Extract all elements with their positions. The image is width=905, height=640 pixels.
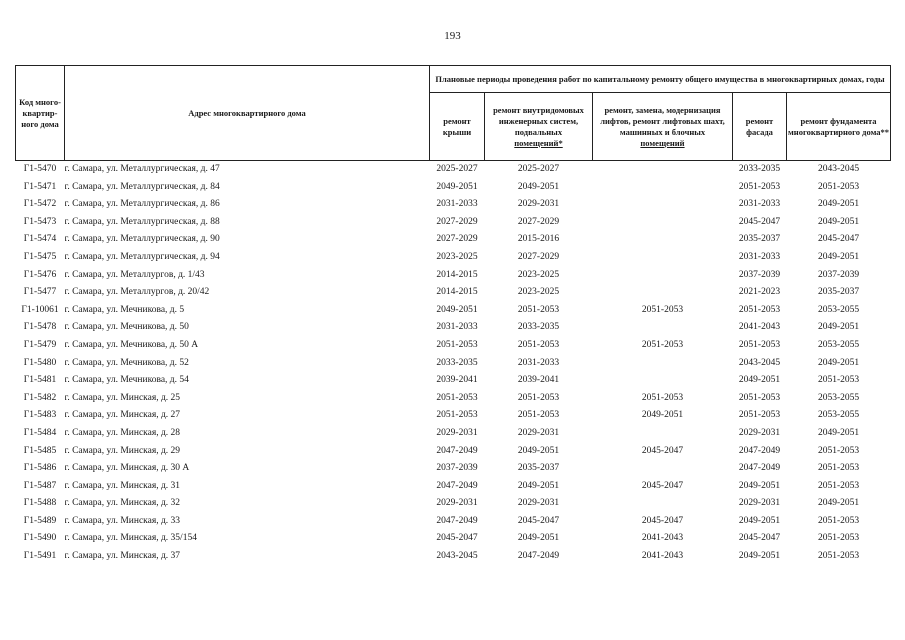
- roof-period-cell: 2031-2033: [436, 199, 478, 210]
- facade-period-cell: 2031-2033: [738, 251, 781, 262]
- header-address: Адрес многоквартирного дома: [65, 66, 430, 161]
- table-row: [16, 425, 891, 443]
- address-cell: г. Самара, ул. Минская, д. 37: [64, 551, 181, 562]
- foundation-period-cell: 2049-2051: [817, 199, 860, 210]
- facade-period-cell: 2049-2051: [738, 480, 781, 491]
- roof-period-cell: 2029-2031: [436, 498, 478, 509]
- foundation-period-cell: 2053-2055: [817, 339, 860, 350]
- roof-period-cell: 2023-2025: [436, 251, 478, 262]
- roof-period-cell: 2027-2029: [436, 216, 478, 227]
- facade-period-cell: 2051-2053: [738, 181, 781, 192]
- address-cell: г. Самара, ул. Металлургов, д. 20/42: [64, 287, 210, 298]
- page-number: 193: [444, 30, 461, 42]
- facade-period-cell: 2049-2051: [738, 551, 781, 562]
- lifts-period-cell: 2041-2043: [641, 533, 684, 544]
- foundation-period-cell: 2049-2051: [817, 216, 860, 227]
- header-lifts-main: ремонт, замена, модернизация лифтов, ремонт лифтовых шахт, машинных и блочных: [600, 104, 725, 137]
- facade-period-cell: 2051-2053: [738, 392, 781, 403]
- house-code-cell: Г1-5472: [23, 199, 57, 210]
- house-code-cell: Г1-5482: [23, 392, 57, 403]
- roof-period-cell: 2051-2053: [436, 339, 478, 350]
- roof-period-cell: 2014-2015: [436, 287, 478, 298]
- systems-period-cell: 2051-2053: [517, 304, 560, 315]
- lifts-period-cell: [593, 355, 733, 373]
- systems-period-cell: 2049-2051: [517, 533, 560, 544]
- address-cell: г. Самара, ул. Металлургическая, д. 86: [64, 199, 220, 210]
- lifts-period-cell: [593, 460, 733, 478]
- house-code-cell: Г1-5473: [23, 216, 57, 227]
- facade-period-cell: 2051-2053: [738, 339, 781, 350]
- table-row: [16, 231, 891, 249]
- systems-period-cell: 2047-2049: [517, 551, 560, 562]
- table-row: [16, 390, 891, 408]
- house-code-cell: Г1-5471: [23, 181, 57, 192]
- address-cell: г. Самара, ул. Металлургическая, д. 94: [64, 251, 220, 262]
- address-cell: г. Самара, ул. Минская, д. 33: [64, 515, 181, 526]
- facade-period-cell: 2029-2031: [738, 498, 781, 509]
- lifts-period-cell: [593, 231, 733, 249]
- roof-period-cell: 2043-2045: [436, 551, 478, 562]
- lifts-period-cell: [593, 179, 733, 197]
- foundation-period-cell: 2049-2051: [817, 251, 860, 262]
- foundation-period-cell: 2049-2051: [817, 427, 860, 438]
- header-code: Код много-квартир-ного дома: [16, 66, 65, 161]
- facade-period-cell: 2047-2049: [738, 463, 781, 474]
- address-cell: г. Самара, ул. Металлургическая, д. 88: [64, 216, 220, 227]
- facade-period-cell: 2045-2047: [738, 533, 781, 544]
- table-row: [16, 443, 891, 461]
- header-roof: ремонт крыши: [430, 93, 485, 161]
- house-code-cell: Г1-5470: [23, 164, 57, 174]
- lifts-period-cell: 2051-2053: [641, 392, 684, 403]
- table-row: [16, 460, 891, 478]
- lifts-period-cell: [593, 267, 733, 285]
- systems-period-cell: 2049-2051: [517, 181, 560, 192]
- address-cell: г. Самара, ул. Минская, д. 27: [64, 410, 181, 421]
- systems-period-cell: 2049-2051: [517, 445, 560, 456]
- lifts-period-cell: 2045-2047: [641, 445, 684, 456]
- header-facade: ремонт фасада: [733, 93, 787, 161]
- house-code-cell: Г1-5477: [23, 287, 57, 298]
- table-row: [16, 548, 891, 566]
- header-systems-tail: помещений*: [514, 137, 563, 148]
- foundation-period-cell: 2049-2051: [817, 322, 860, 333]
- foundation-period-cell: 2051-2053: [817, 480, 860, 491]
- systems-period-cell: 2039-2041: [517, 375, 560, 386]
- systems-period-cell: 2023-2025: [517, 269, 560, 280]
- table-row: [16, 495, 891, 513]
- address-cell: г. Самара, ул. Мечникова, д. 5: [64, 304, 185, 315]
- address-cell: г. Самара, ул. Мечникова, д. 54: [64, 375, 189, 386]
- roof-period-cell: 2039-2041: [436, 375, 478, 386]
- systems-period-cell: 2015-2016: [517, 234, 560, 245]
- table-row: [16, 407, 891, 425]
- roof-period-cell: 2033-2035: [436, 357, 478, 368]
- facade-period-cell: 2035-2037: [738, 234, 781, 245]
- lifts-period-cell: [593, 319, 733, 337]
- foundation-period-cell: 2053-2055: [817, 392, 860, 403]
- house-code-cell: Г1-5481: [23, 375, 57, 386]
- lifts-period-cell: [593, 214, 733, 232]
- foundation-period-cell: 2035-2037: [817, 287, 860, 298]
- roof-period-cell: 2037-2039: [436, 463, 478, 474]
- systems-period-cell: 2025-2027: [517, 164, 560, 174]
- facade-period-cell: 2051-2053: [738, 410, 781, 421]
- foundation-period-cell: 2049-2051: [817, 357, 860, 368]
- house-code-cell: Г1-5480: [23, 357, 57, 368]
- systems-period-cell: 2031-2033: [517, 357, 560, 368]
- house-code-cell: Г1-5488: [23, 498, 57, 509]
- house-code-cell: Г1-5479: [23, 339, 57, 350]
- address-cell: г. Самара, ул. Минская, д. 28: [64, 427, 181, 438]
- systems-period-cell: 2029-2031: [517, 199, 560, 210]
- header-systems: [485, 93, 593, 161]
- systems-period-cell: 2045-2047: [517, 515, 560, 526]
- table-row: [16, 267, 891, 285]
- roof-period-cell: 2049-2051: [436, 304, 478, 315]
- facade-period-cell: 2051-2053: [738, 304, 781, 315]
- facade-period-cell: 2021-2023: [738, 287, 781, 298]
- foundation-period-cell: 2051-2053: [817, 181, 860, 192]
- foundation-period-cell: 2037-2039: [817, 269, 860, 280]
- foundation-period-cell: 2043-2045: [817, 164, 860, 174]
- table-row: [16, 302, 891, 320]
- systems-period-cell: 2051-2053: [517, 410, 560, 421]
- roof-period-cell: 2045-2047: [436, 533, 478, 544]
- roof-period-cell: 2051-2053: [436, 410, 478, 421]
- lifts-period-cell: 2045-2047: [641, 480, 684, 491]
- facade-period-cell: 2029-2031: [738, 427, 781, 438]
- foundation-period-cell: 2051-2053: [817, 515, 860, 526]
- systems-period-cell: 2029-2031: [517, 427, 560, 438]
- systems-period-cell: 2029-2031: [517, 498, 560, 509]
- roof-period-cell: 2027-2029: [436, 234, 478, 245]
- roof-period-cell: 2025-2027: [436, 164, 478, 174]
- lifts-period-cell: [593, 161, 733, 179]
- address-cell: г. Самара, ул. Минская, д. 30 А: [64, 463, 190, 474]
- header-group: Плановые периоды проведения работ по капитальному ремонту общего имущества в многоквартирных домах, годы: [430, 66, 891, 93]
- roof-period-cell: 2051-2053: [436, 392, 478, 403]
- roof-period-cell: 2047-2049: [436, 515, 478, 526]
- facade-period-cell: 2049-2051: [738, 515, 781, 526]
- foundation-period-cell: 2051-2053: [817, 533, 860, 544]
- house-code-cell: Г1-5489: [23, 515, 57, 526]
- systems-period-cell: 2027-2029: [517, 216, 560, 227]
- foundation-period-cell: 2051-2053: [817, 463, 860, 474]
- address-cell: г. Самара, ул. Металлургов, д. 1/43: [64, 269, 205, 280]
- house-code-cell: Г1-5483: [23, 410, 57, 421]
- table-row: [16, 196, 891, 214]
- house-code-cell: Г1-10061: [21, 304, 59, 315]
- house-code-cell: Г1-5484: [23, 427, 57, 438]
- roof-period-cell: 2031-2033: [436, 322, 478, 333]
- header-foundation: ремонт фундамента многоквартирного дома**: [787, 93, 891, 161]
- systems-period-cell: 2049-2051: [517, 480, 560, 491]
- foundation-period-cell: 2053-2055: [817, 410, 860, 421]
- address-cell: г. Самара, ул. Минская, д. 29: [64, 445, 181, 456]
- address-cell: г. Самара, ул. Мечникова, д. 52: [64, 357, 189, 368]
- lifts-period-cell: 2051-2053: [641, 304, 684, 315]
- house-code-cell: Г1-5486: [23, 463, 57, 474]
- table-row: [16, 372, 891, 390]
- table-row: [16, 478, 891, 496]
- facade-period-cell: 2049-2051: [738, 375, 781, 386]
- table-row: [16, 161, 891, 179]
- address-cell: г. Самара, ул. Минская, д. 25: [64, 392, 181, 403]
- systems-period-cell: 2035-2037: [517, 463, 560, 474]
- systems-period-cell: 2051-2053: [517, 339, 560, 350]
- table-row: [16, 249, 891, 267]
- table-row: [16, 319, 891, 337]
- address-cell: г. Самара, ул. Минская, д. 32: [64, 498, 181, 509]
- foundation-period-cell: 2051-2053: [817, 551, 860, 562]
- roof-period-cell: 2047-2049: [436, 480, 478, 491]
- house-code-cell: Г1-5485: [23, 445, 57, 456]
- facade-period-cell: 2043-2045: [738, 357, 781, 368]
- roof-period-cell: 2049-2051: [436, 181, 478, 192]
- roof-period-cell: 2014-2015: [436, 269, 478, 280]
- lifts-period-cell: [593, 425, 733, 443]
- table-row: [16, 337, 891, 355]
- foundation-period-cell: 2051-2053: [817, 445, 860, 456]
- facade-period-cell: 2037-2039: [738, 269, 781, 280]
- facade-period-cell: 2041-2043: [738, 322, 781, 333]
- table-row: [16, 179, 891, 197]
- systems-period-cell: 2033-2035: [517, 322, 560, 333]
- table-body: [16, 161, 891, 566]
- house-code-cell: Г1-5490: [23, 533, 57, 544]
- house-code-cell: Г1-5487: [23, 480, 57, 491]
- header-lifts-tail: помещений: [640, 137, 685, 148]
- facade-period-cell: 2047-2049: [738, 445, 781, 456]
- house-code-cell: Г1-5475: [23, 251, 57, 262]
- table-row: [16, 214, 891, 232]
- lifts-period-cell: 2045-2047: [641, 515, 684, 526]
- foundation-period-cell: 2049-2051: [817, 498, 860, 509]
- facade-period-cell: 2031-2033: [738, 199, 781, 210]
- address-cell: г. Самара, ул. Мечникова, д. 50: [64, 322, 189, 333]
- systems-period-cell: 2023-2025: [517, 287, 560, 298]
- lifts-period-cell: [593, 284, 733, 302]
- lifts-period-cell: 2041-2043: [641, 551, 684, 562]
- roof-period-cell: 2029-2031: [436, 427, 478, 438]
- address-cell: г. Самара, ул. Металлургическая, д. 84: [64, 181, 220, 192]
- table-row: [16, 530, 891, 548]
- foundation-period-cell: 2045-2047: [817, 234, 860, 245]
- facade-period-cell: 2033-2035: [738, 164, 781, 174]
- foundation-period-cell: 2053-2055: [817, 304, 860, 315]
- lifts-period-cell: [593, 495, 733, 513]
- lifts-period-cell: [593, 249, 733, 267]
- roof-period-cell: 2047-2049: [436, 445, 478, 456]
- repair-schedule-table: [15, 65, 891, 566]
- house-code-cell: Г1-5476: [23, 269, 57, 280]
- lifts-period-cell: [593, 372, 733, 390]
- header-lifts: [593, 93, 733, 161]
- header-systems-main: ремонт внутридомовых инженерных систем, подвальных: [493, 104, 584, 137]
- lifts-period-cell: 2049-2051: [641, 410, 684, 421]
- foundation-period-cell: 2051-2053: [817, 375, 860, 386]
- house-code-cell: Г1-5474: [23, 234, 57, 245]
- lifts-period-cell: [593, 196, 733, 214]
- table-row: [16, 355, 891, 373]
- facade-period-cell: 2045-2047: [738, 216, 781, 227]
- systems-period-cell: 2027-2029: [517, 251, 560, 262]
- address-cell: г. Самара, ул. Мечникова, д. 50 А: [64, 339, 199, 350]
- table-row: [16, 284, 891, 302]
- address-cell: г. Самара, ул. Минская, д. 31: [64, 480, 181, 491]
- house-code-cell: Г1-5478: [23, 322, 57, 333]
- house-code-cell: Г1-5491: [23, 551, 57, 562]
- address-cell: г. Самара, ул. Минская, д. 35/154: [64, 533, 197, 544]
- systems-period-cell: 2051-2053: [517, 392, 560, 403]
- address-cell: г. Самара, ул. Металлургическая, д. 47: [64, 164, 220, 174]
- lifts-period-cell: 2051-2053: [641, 339, 684, 350]
- address-cell: г. Самара, ул. Металлургическая, д. 90: [64, 234, 220, 245]
- table-row: [16, 513, 891, 531]
